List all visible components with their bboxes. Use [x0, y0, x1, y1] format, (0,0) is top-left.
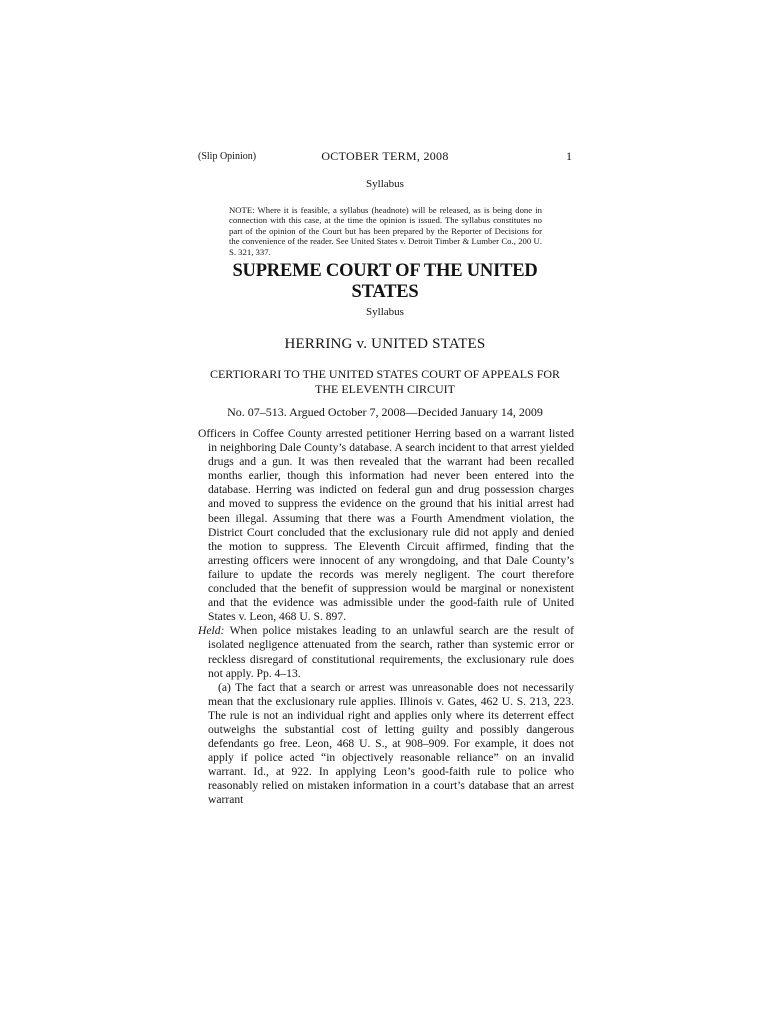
held-text: When police mistakes leading to an unlawful search are the result of isolated negligence attenuated from the search, rather than systemic error or reckless disregard of constitutional requirements, the exclusionary rule does not apply. Pp. 4–13. — [208, 624, 574, 680]
certiorari-line: CERTIORARI TO THE UNITED STATES COURT OF APPEALS FOR THE ELEVENTH CIRCUIT — [209, 367, 561, 396]
slip-opinion-label: (Slip Opinion) — [198, 151, 257, 162]
point-a-paragraph: (a) The fact that a search or arrest was unreasonable does not necessarily mean that the exclusionary rule applies. Illinois v. Gates, 462 U. S. 213, 223. The rule is not an individual right and applies only where its deterrent effect outweighs the substantial cost of letting guilty and possibly dangerous defendants go free. Leon, 468 U. S., at 908–909. For example, it does not apply if police acted “in objectively reasonable reliance” on an invalid warrant. Id., at 922. In applying Leon’s good-faith rule to police who reasonably relied on mistaken information in a court’s database that an arrest warrant — [208, 680, 574, 807]
page-number: 1 — [566, 149, 572, 163]
case-title: HERRING v. UNITED STATES — [284, 336, 486, 352]
held-paragraph — [198, 624, 574, 680]
syllabus-subheading: Syllabus — [366, 306, 404, 318]
docket-line: No. 07–513. Argued October 7, 2008—Decided January 14, 2009 — [227, 405, 543, 419]
syllabus-body — [198, 427, 574, 808]
syllabus-heading: Syllabus — [366, 178, 404, 190]
held-label: Held: — [198, 624, 225, 638]
facts-paragraph: Officers in Coffee County arrested petitioner Herring based on a warrant listed in neighboring Dale County’s database. A search incident to that arrest yielded drugs and a gun. It was then revealed that the warrant had been recalled months earlier, though this information had never been entered into the database. Herring was indicted on federal gun and drug possession charges and moved to suppress the evidence on the ground that his initial arrest had been illegal. Assuming that there was a Fourth Amendment violation, the District Court concluded that the exclusionary rule did not apply and denied the motion to suppress. The Eleventh Circuit affirmed, finding that the arresting officers were innocent of any wrongdoing, and that Dale County’s failure to update the records was merely negligent. The court therefore concluded that the benefit of suppression would be marginal or nonexistent and that the evidence was admissible under the good-faith rule of United States v. Leon, 468 U. S. 897. — [198, 427, 574, 624]
court-title: SUPREME COURT OF THE UNITED STATES — [232, 261, 538, 302]
running-header — [198, 149, 572, 165]
reporter-note: NOTE: Where it is feasible, a syllabus (headnote) will be released, as is being done in connection with this case, at the time the opinion is issued. The syllabus constitutes no part of the opinion of the Court but has been prepared by the Reporter of Decisions for the convenience of the reader. See United States v. Detroit Timber & Lumber Co., 200 U. S. 321, 337. — [229, 205, 542, 257]
term-label: OCTOBER TERM, 2008 — [321, 149, 449, 163]
